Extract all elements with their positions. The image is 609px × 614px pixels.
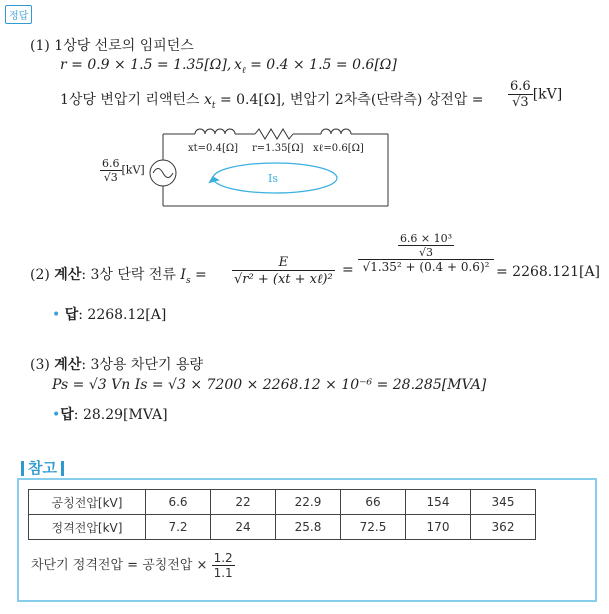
part1-voltage-fraction: $\frac{6.6}{√3}$ [kV] [510, 79, 563, 110]
current-label: Is [268, 172, 278, 185]
table-cell: 66 [341, 490, 406, 515]
row-header: 공칭전압[kV] [29, 490, 146, 515]
part3-formula: Ps = √3 Vn Is = √3 × 7200 × 2268.12 × 10⁻⁶ = 28.285[MVA] [52, 377, 487, 393]
table-cell: 362 [471, 515, 536, 540]
rated-voltage-note: 차단기 정격전압 = 공칭전압 × $\frac{1.2}{1.1}$ [31, 551, 233, 580]
part2-fraction-1: $\frac{E}{\text{√r² + (xt + xℓ)²}}$ [234, 255, 333, 287]
label-xt: xt=0.4[Ω] [188, 143, 239, 154]
table-cell: 24 [211, 515, 276, 540]
part1-xl-line: $x_\ell = 0.4 \times 1.5 = 0.6[\Omega]$ [234, 57, 397, 76]
answer-badge: 정답 [5, 5, 32, 24]
resistor-icon [255, 129, 293, 139]
table-cell: 22.9 [276, 490, 341, 515]
part2-line: (2) 계산: 3상 단락 전류 $I_s$ = [30, 267, 207, 286]
table-cell: 345 [471, 490, 536, 515]
reference-title: 참고 [17, 457, 68, 478]
label-xl: xℓ=0.6[Ω] [313, 143, 364, 154]
part2-result: = 2268.121[A] [496, 264, 601, 280]
part1-heading: (1) 1상당 선로의 임피던스 [30, 38, 194, 54]
table-cell: 154 [406, 490, 471, 515]
table-cell: 25.8 [276, 515, 341, 540]
table-row [29, 515, 536, 540]
table-cell: 7.2 [146, 515, 211, 540]
part2-equals: = [342, 262, 354, 278]
table-cell: 6.6 [146, 490, 211, 515]
reference-box [17, 478, 597, 602]
part2-answer: • 답: 2268.12[A] [52, 307, 167, 323]
part1-transformer-line: 1상당 변압기 리액턴스 $x_t = 0.4[\Omega]$, 변압기 2차측(단락측) 상전압 = [60, 92, 484, 111]
part3-answer: •답: 28.29[MVA] [52, 407, 168, 423]
part1-r-line: r = 0.9 × 1.5 = 1.35[Ω], [60, 57, 232, 73]
table-row [29, 490, 536, 515]
inductor-xl-icon [321, 129, 351, 134]
voltage-table [28, 489, 536, 540]
table-cell: 72.5 [341, 515, 406, 540]
label-r: r=1.35[Ω] [252, 143, 304, 154]
source-voltage-label: $\frac{6.6}{√3}$ [kV] [102, 157, 145, 184]
part2-fraction-2: $\frac{\frac{\text{6.6 × 10³}}{√3}}{\text{√1.35² + (0.4 + 0.6)²}}$ [358, 232, 494, 274]
table-cell: 22 [211, 490, 276, 515]
inductor-xt-icon [195, 129, 235, 134]
table-cell: 170 [406, 515, 471, 540]
part3-heading: (3) 계산: 3상용 차단기 용량 [30, 357, 204, 373]
row-header: 정격전압[kV] [29, 515, 146, 540]
